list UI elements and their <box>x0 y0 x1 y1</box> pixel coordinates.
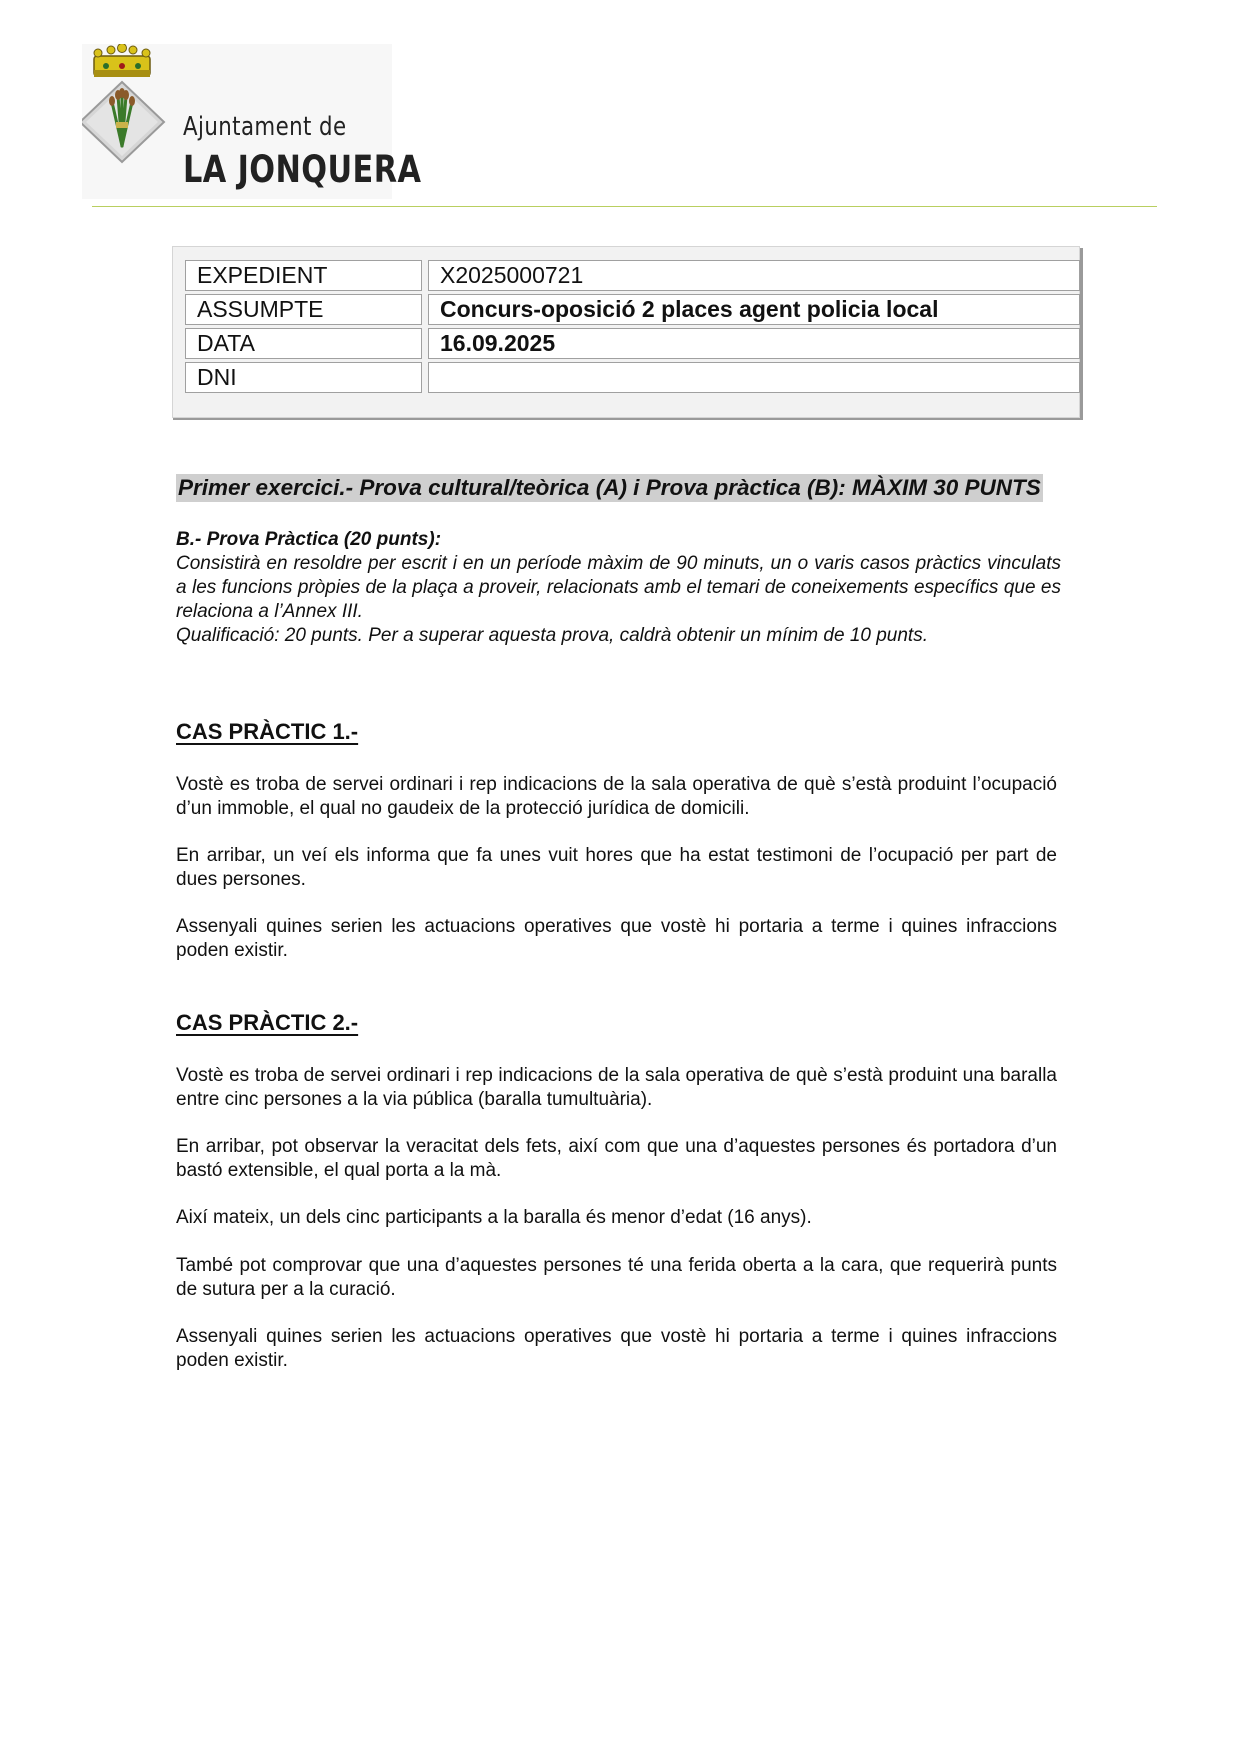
meta-value: Concurs-oposició 2 places agent policia local <box>428 294 1080 325</box>
meta-row-assumpte <box>185 294 1080 325</box>
case-1-title: CAS PRÀCTIC 1.- <box>176 719 359 744</box>
practical-description <box>176 528 1061 648</box>
exercise-title: Primer exercici.- Prova cultural/teòrica (A) i Prova pràctica (B): MÀXIM 30 PUNTS <box>178 475 1041 500</box>
meta-table <box>179 257 1086 396</box>
case-2-title: CAS PRÀCTIC 2.- <box>176 1010 359 1035</box>
case-2-paragraph: Vostè es troba de servei ordinari i rep indicacions de la sala operativa de què s’està produint una baralla entre cinc persones a la via pública (baralla tumultuària). <box>176 1065 1057 1110</box>
meta-label: ASSUMPTE <box>185 294 422 325</box>
practical-text: Consistirà en resoldre per escrit i en un període màxim de 90 minuts, un o varis casos pràctics vinculats a les funcions pròpies de la plaça a proveir, relacionats amb el temari de coneixements específics que es relaciona a l’Annex III. <box>176 553 1061 622</box>
case-2-paragraph: En arribar, pot observar la veracitat dels fets, així com que una d’aquestes persones és portadora d’un bastó extensible, el qual porta a la mà. <box>176 1136 1057 1181</box>
practical-heading: B.- Prova Pràctica (20 punts): <box>176 529 442 550</box>
meta-label: EXPEDIENT <box>185 260 422 291</box>
case-2-paragraph: També pot comprovar que una d’aquestes persones té una ferida oberta a la cara, que requerirà punts de sutura per a la curació. <box>176 1255 1057 1300</box>
case-2-paragraph: Assenyali quines serien les actuacions operatives que vostè hi portaria a terme i quines infraccions poden existir. <box>176 1326 1057 1371</box>
header-divider <box>92 206 1157 207</box>
logo-line-municipality: LA JONQUERA <box>183 148 422 191</box>
case-1-paragraph: Vostè es troba de servei ordinari i rep indicacions de la sala operativa de què s’està produint l’ocupació d’un immoble, el qual no gaudeix de la protecció jurídica de domicili. <box>176 774 1057 819</box>
logo-text <box>183 112 474 191</box>
meta-row-data <box>185 328 1080 359</box>
meta-row-expedient <box>185 260 1080 291</box>
case-2-paragraph: Així mateix, un dels cinc participants a la baralla és menor d’edat (16 anys). <box>176 1207 812 1228</box>
practical-qualification: Qualificació: 20 punts. Per a superar aquesta prova, caldrà obtenir un mínim de 10 punts. <box>176 625 928 646</box>
meta-label: DNI <box>185 362 422 393</box>
meta-value: X2025000721 <box>428 260 1080 291</box>
logo-line-ajuntament: Ajuntament de <box>183 112 347 142</box>
meta-value: 16.09.2025 <box>428 328 1080 359</box>
meta-value-dni-field <box>428 362 1080 393</box>
case-1-paragraph: En arribar, un veí els informa que fa unes vuit hores que ha estat testimoni de l’ocupació per part de dues persones. <box>176 845 1057 890</box>
case-1-paragraph: Assenyali quines serien les actuacions operatives que vostè hi portaria a terme i quines infraccions poden existir. <box>176 916 1057 961</box>
meta-label: DATA <box>185 328 422 359</box>
meta-row-dni <box>185 362 1080 393</box>
